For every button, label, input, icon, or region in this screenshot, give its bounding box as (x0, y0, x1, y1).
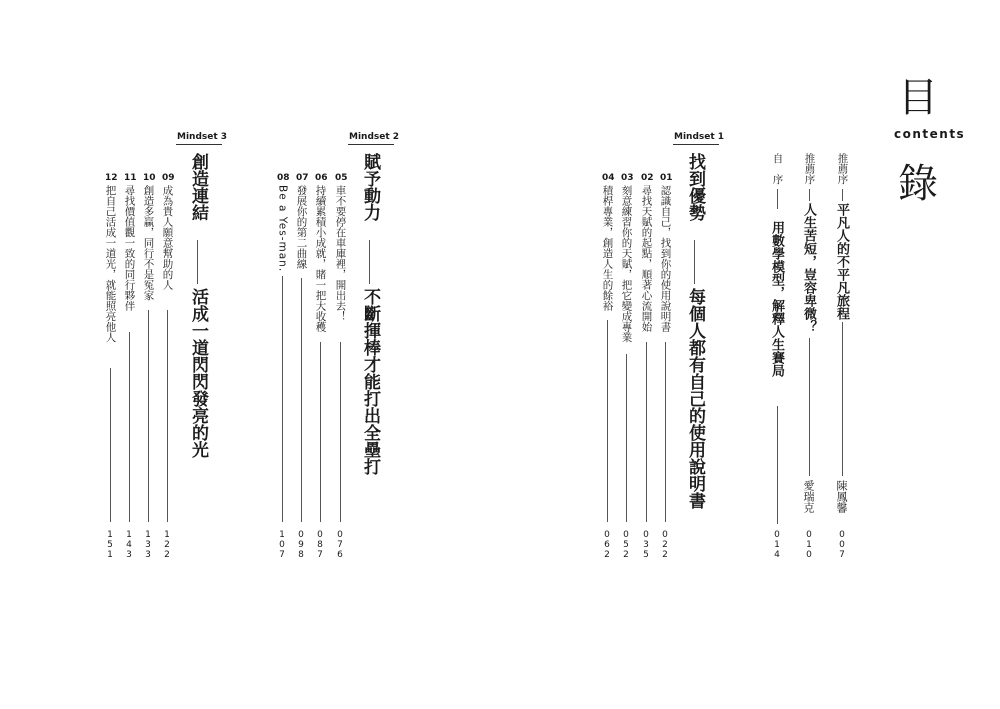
page-number: 014 (772, 530, 782, 560)
leader-line (777, 189, 778, 209)
mindset-label: Mindset 1 (674, 132, 725, 142)
leader-line (842, 189, 843, 201)
leader-line (777, 406, 778, 524)
entry-title: 創造多贏，同行不是冤家 (142, 185, 155, 301)
page-number: 107 (277, 530, 287, 560)
foreword-title: 平凡人的不平凡旅程 (834, 203, 849, 320)
page-number: 122 (162, 530, 172, 560)
chapter-main-title: 創造連結 (188, 153, 208, 221)
entry-title: 發展你的第二曲線 (295, 185, 308, 269)
page-number: 076 (335, 530, 345, 560)
leader-line (110, 368, 111, 522)
page-number: 133 (143, 530, 153, 560)
entry-number: 10 (143, 173, 156, 183)
chapter-subtitle: 每個人都有自己的使用說明書 (685, 288, 705, 509)
leader-line (842, 322, 843, 476)
page-number: 035 (641, 530, 651, 560)
entry-title: 持續累積小成就，賭一把大收穫 (314, 185, 327, 332)
leader-line (809, 189, 810, 201)
page-number: 098 (296, 530, 306, 560)
entry-title: 把自己活成一道光，就能照亮他人 (104, 185, 117, 343)
leader-line (369, 240, 370, 284)
entry-number: 05 (335, 173, 348, 183)
entry-number: 04 (602, 173, 615, 183)
leader-line (646, 342, 647, 522)
entry-title: 成為貴人願意幫助的人 (161, 185, 174, 290)
foreword-author: 愛瑞克 (802, 480, 815, 513)
entry-title: 車不要停在車庫裡，開出去！ (334, 185, 347, 322)
entry-title: 積桿專業，創造人生的餘裕 (601, 185, 614, 311)
foreword-author: 陳鳳馨 (835, 480, 848, 513)
page-number: 062 (602, 530, 612, 560)
leader-line (340, 342, 341, 522)
page-number: 151 (105, 530, 115, 560)
mindset-rule (176, 144, 222, 145)
entry-title: 認識自己，找到你的使用說明書 (659, 185, 672, 332)
entry-number: 06 (315, 173, 328, 183)
entry-number: 03 (621, 173, 634, 183)
page-number: 087 (315, 530, 325, 560)
entry-number: 12 (105, 173, 118, 183)
leader-line (148, 310, 149, 522)
entry-number: 09 (162, 173, 175, 183)
leader-line (282, 276, 283, 522)
chapter-main-title: 賦予動力 (360, 153, 380, 221)
leader-line (320, 342, 321, 522)
page-number: 052 (621, 530, 631, 560)
chapter-subtitle: 不斷揮棒才能打出全壘打 (360, 288, 380, 475)
leader-line (607, 320, 608, 522)
contents-label: contents (894, 127, 966, 141)
entry-number: 08 (277, 173, 290, 183)
entry-number: 11 (124, 173, 137, 183)
leader-line (809, 338, 810, 476)
leader-line (167, 310, 168, 522)
entry-number: 01 (660, 173, 673, 183)
leader-line (197, 240, 198, 284)
mindset-rule (673, 144, 719, 145)
foreword-prefix: 推薦序 (836, 153, 849, 185)
chapter-main-title: 找到優勢 (685, 153, 705, 221)
page-number: 143 (124, 530, 134, 560)
page-number: 022 (660, 530, 670, 560)
leader-line (694, 240, 695, 284)
foreword-title: 人生苦短，豈容卑微？ (801, 203, 816, 333)
preface-prefix: 自 序 (771, 153, 784, 185)
mindset-rule (348, 144, 394, 145)
entry-title: 刻意練習你的天賦，把它變成專業 (620, 185, 633, 343)
title-bottom-character: 錄 (898, 161, 938, 207)
chapter-subtitle: 活成一道閃閃發亮的光 (188, 288, 208, 458)
foreword-prefix: 推薦序 (803, 153, 816, 185)
preface-title: 用數學模型，解釋人生賽局 (769, 221, 784, 377)
entry-title: 尋找天賦的起點，順著心流開始 (640, 185, 653, 332)
entry-number: 07 (296, 173, 309, 183)
mindset-label: Mindset 2 (349, 132, 400, 142)
page-number: 007 (837, 530, 847, 560)
entry-title: 尋找價值觀一致的同行夥伴 (123, 185, 136, 311)
leader-line (129, 332, 130, 522)
leader-line (626, 354, 627, 522)
title-top-character: 目 (898, 75, 938, 121)
entry-number: 02 (641, 173, 654, 183)
page-number: 010 (804, 530, 814, 560)
leader-line (665, 342, 666, 522)
leader-line (301, 278, 302, 522)
entry-title: Be a Yes-man. (276, 185, 289, 273)
mindset-label: Mindset 3 (177, 132, 228, 142)
